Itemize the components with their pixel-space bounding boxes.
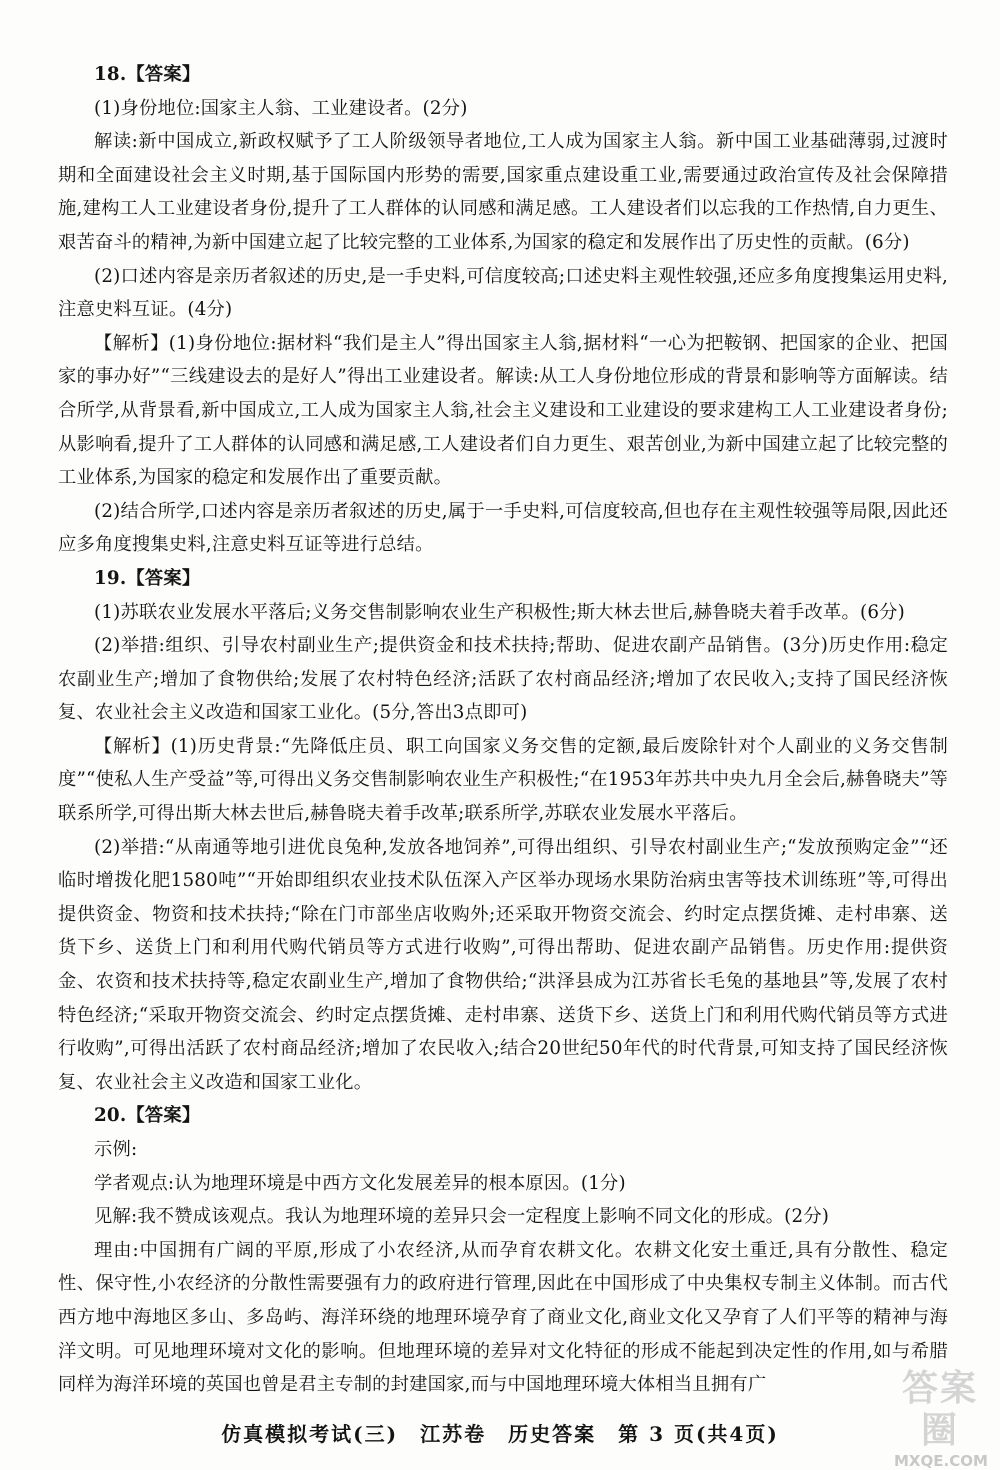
watermark-logo-text: 答案圈 — [901, 1368, 978, 1451]
q20-header: 20.【答案】 — [94, 1105, 201, 1127]
q20-opinion: 见解:我不赞成该观点。我认为地理环境的差异只会一定程度上影响不同文化的形成。(2分) — [94, 1206, 830, 1228]
q20-example-label: 示例: — [94, 1139, 138, 1160]
watermark-url: MXQE.COM — [894, 1452, 988, 1470]
q20-reason: 理由:中国拥有广阔的平原,形成了小农经济,从而孕育农耕文化。农耕文化安土重迁,具有分散性、稳定性、保守性,小农经济的分散性需要强有力的政府进行管理,因此在中国形成了中央集权专制主义体制。而古代西方地中海地区多山、多岛屿、海洋环绕的地理环境孕育了商业文化,商业文化又孕育了人们平等的精神与海洋文明。可见地理环境对文化的影响。但地理环境的差异对文化特征的形成不能起到决定性的作用,如与希腊同样为海洋环境的英国也曾是君主专制的封建国家,而与中国地理环境大体相当且拥有广 — [58, 1239, 948, 1396]
q20-scholar-view: 学者观点:认为地理环境是中西方文化发展差异的根本原因。(1分) — [94, 1172, 626, 1194]
q19-analysis-1: 【解析】(1)历史背景:“先降低庄员、职工向国家义务交售的定额,最后废除针对个人副业的义务交售制度”“使私人生产受益”等,可得出义务交售制影响农业生产积极性;“在1953年苏共中央九月全会后,赫鲁晓夫”等联系所学,可得出斯大林去世后,赫鲁晓夫着手改革;联系所学,苏联农业发展水平落后。 — [58, 735, 948, 825]
q18-analysis-1: 【解析】(1)身份地位:据材料“我们是主人”得出国家主人翁,据材料“一心为把鞍钢、把国家的企业、把国家的事办好”“三线建设去的是好人”得出工业建设者。解读:从工人身份地位形成的背景和影响等方面解读。结合所学,从背景看,新中国成立,工人成为国家主人翁,社会主义建设和工业建设的要求建构工人工业建设者身份;从影响看,提升了工人群体的认同感和满足感,工人建设者们自力更生、艰苦创业,为新中国建立起了比较完整的工业体系,为国家的稳定和发展作出了重要贡献。 — [58, 332, 948, 489]
q18-answer-1: (1)身份地位:国家主人翁、工业建设者。(2分) — [94, 97, 468, 119]
page-footer: 仿真模拟考试(三) 江苏卷 历史答案 第 3 页(共4页) — [221, 1422, 779, 1446]
q18-interpretation: 解读:新中国成立,新政权赋予了工人阶级领导者地位,工人成为国家主人翁。新中国工业基础薄弱,过渡时期和全面建设社会主义时期,基于国际国内形势的需要,国家重点建设重工业,需要通过政治宣传及社会保障措施,建构工人工业建设者身份,提升了工人群体的认同感和满足感。工人建设者们以忘我的工作热情,自力更生、艰苦奋斗的精神,为新中国建立起了比较完整的工业体系,为国家的稳定和发展作出了历史性的贡献。(6分) — [58, 131, 948, 253]
watermark-logo — [894, 1368, 986, 1470]
q18-header: 18.【答案】 — [94, 64, 201, 85]
q18-answer-2: (2)口述内容是亲历者叙述的历史,是一手史料,可信度较高;口述史料主观性较强,还应多角度搜集运用史料,注意史料互证。(4分) — [58, 265, 948, 321]
answer-page — [58, 58, 948, 1402]
q19-answer-2: (2)举措:组织、引导农村副业生产;提供资金和技术扶持;帮助、促进农副产品销售。(3分)历史作用:稳定农副业生产;增加了食物供给;发展了农村特色经济;活跃了农村商品经济;增加了农民收入;支持了国民经济恢复、农业社会主义改造和国家工业化。(5分,答出3点即可) — [58, 635, 948, 724]
q18-analysis-2: (2)结合所学,口述内容是亲历者叙述的历史,属于一手史料,可信度较高,但也存在主观性较强等局限,因此还应多角度搜集史料,注意史料互证等进行总结。 — [58, 500, 948, 556]
q19-analysis-2: (2)举措:“从南通等地引进优良兔种,发放各地饲养”,可得出组织、引导农村副业生产;“发放预购定金”“还临时增拨化肥1580吨”“开始即组织农业技术队伍深入产区举办现场水果防治病虫害等技术训练班”等,可得出提供资金、物资和技术扶持;“除在门市部坐店收购外;还采取开物资交流会、约时定点摆货摊、走村串寨、送货下乡、送货上门和利用代购代销员等方式进行收购”,可得出帮助、促进农副产品销售。历史作用:提供资金、农资和技术扶持等,稳定农副业生产,增加了食物供给;“洪泽县成为江苏省长毛兔的基地县”等,发展了农村特色经济;“采取开物资交流会、约时定点摆货摊、走村串寨、送货下乡、送货上门和利用代购代销员等方式进行收购”,可得出活跃了农村商品经济;增加了农民收入;结合20世纪50年代的时代背景,可知支持了国民经济恢复、农业社会主义改造和国家工业化。 — [58, 836, 948, 1093]
q19-header: 19.【答案】 — [94, 567, 201, 589]
q19-answer-1: (1)苏联农业发展水平落后;义务交售制影响农业生产积极性;斯大林去世后,赫鲁晓夫着手改革。(6分) — [94, 601, 905, 623]
